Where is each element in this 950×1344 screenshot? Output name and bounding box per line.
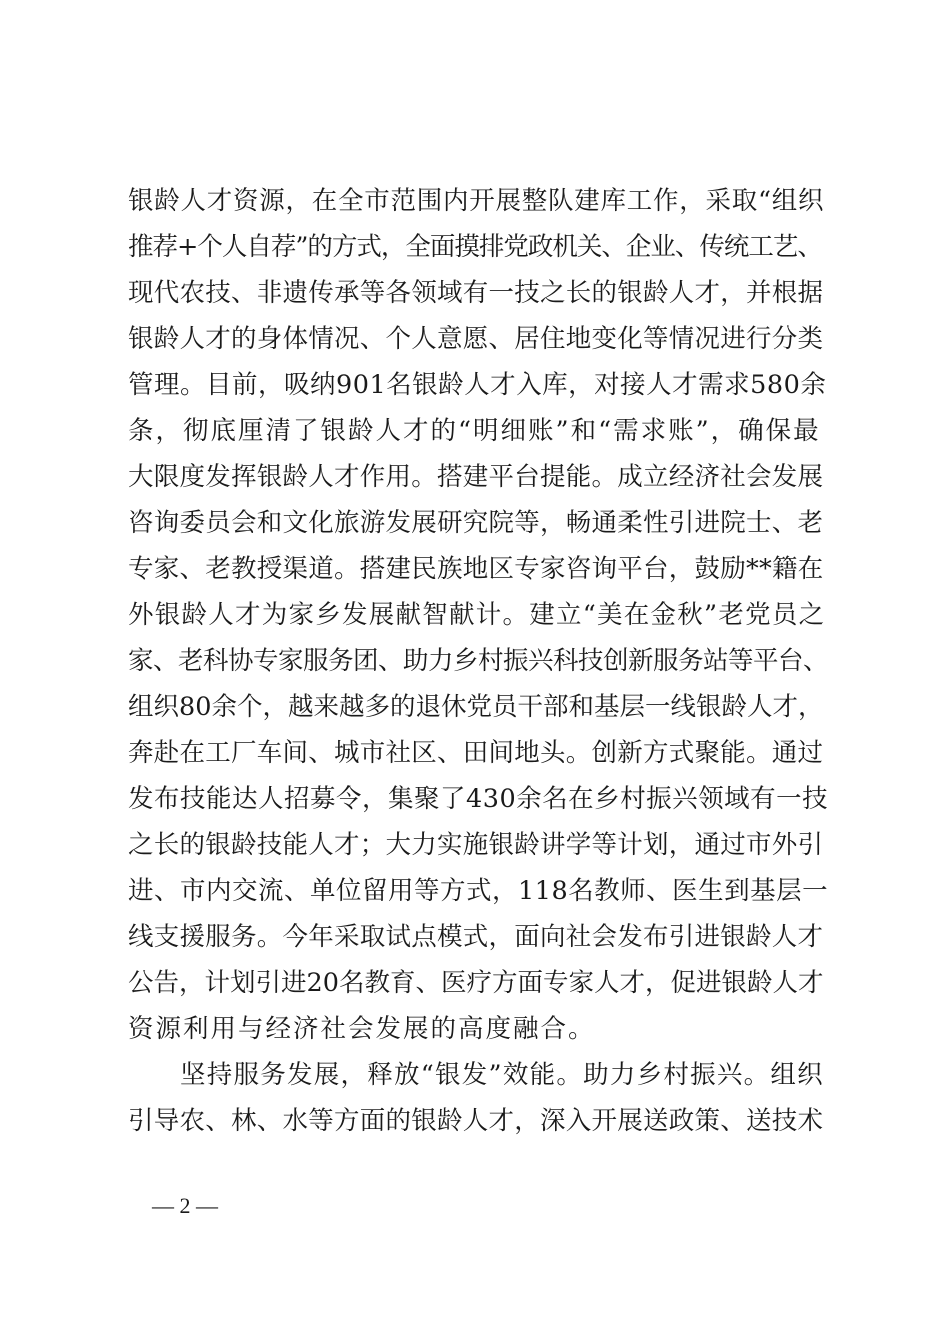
body-text-line: 管理。目前，吸纳901名银龄人才入库，对接人才需求580余 xyxy=(128,370,827,400)
body-text-line: 咨询委员会和文化旅游发展研究院等，畅通柔性引进院士、老 xyxy=(128,508,824,538)
paragraph-first-line: 坚持服务发展，释放“银发”效能。助力乡村振兴。组织 xyxy=(180,1060,824,1090)
body-text-line: 推荐+个人自荐”的方式，全面摸排党政机关、企业、传统工艺、 xyxy=(128,232,822,262)
body-text-line: 引导农、林、水等方面的银龄人才，深入开展送政策、送技术 xyxy=(128,1106,824,1136)
body-text-line: 资源利用与经济社会发展的高度融合。 xyxy=(128,1014,596,1044)
body-text-line: 进、市内交流、单位留用等方式，118名教师、医生到基层一 xyxy=(128,876,829,906)
body-text-line: 大限度发挥银龄人才作用。搭建平台提能。成立经济社会发展 xyxy=(128,462,824,492)
page-number: — 2 — xyxy=(152,1193,218,1218)
body-text-line: 现代农技、非遗传承等各领域有一技之长的银龄人才，并根据 xyxy=(128,278,824,308)
body-text-line: 专家、老教授渠道。搭建民族地区专家咨询平台，鼓励**籍在 xyxy=(128,554,824,584)
body-text-line: 公告，计划引进20名教育、医疗方面专家人才，促进银龄人才 xyxy=(128,968,824,998)
body-text-line: 银龄人才资源，在全市范围内开展整队建库工作，采取“组织 xyxy=(128,186,825,216)
body-text-line: 外银龄人才为家乡发展献智献计。建立“美在金秋”老党员之 xyxy=(128,600,826,630)
body-text-line: 之长的银龄技能人才；大力实施银龄讲学等计划，通过市外引 xyxy=(128,830,824,860)
body-text-line: 银龄人才的身体情况、个人意愿、居住地变化等情况进行分类 xyxy=(128,324,824,354)
body-text-line: 发布技能达人招募令，集聚了430余名在乡村振兴领域有一技 xyxy=(128,784,829,814)
body-text-line: 条，彻底厘清了银龄人才的“明细账”和“需求账”，确保最 xyxy=(128,416,821,446)
body-text-line: 家、老科协专家服务团、助力乡村振兴科技创新服务站等平台、 xyxy=(128,646,829,676)
body-text-line: 奔赴在工厂车间、城市社区、田间地头。创新方式聚能。通过 xyxy=(128,738,824,768)
body-text-line: 组织80余个，越来越多的退休党员干部和基层一线银龄人才， xyxy=(128,692,824,722)
body-text-line: 线支援服务。今年采取试点模式，面向社会发布引进银龄人才 xyxy=(128,922,824,952)
